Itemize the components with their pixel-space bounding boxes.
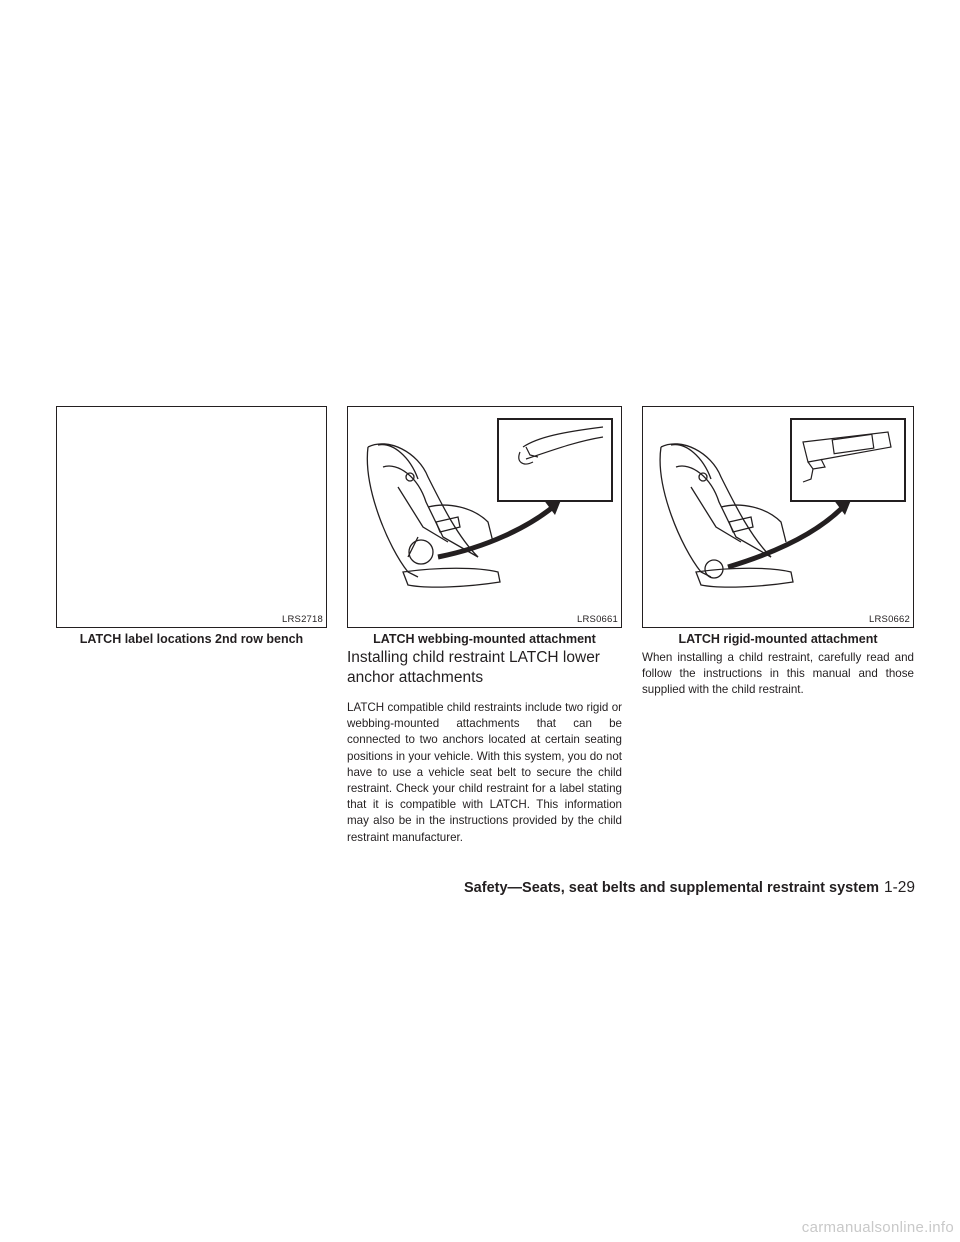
figure-latch-webbing-mounted xyxy=(347,406,622,628)
watermark: carmanualsonline.info xyxy=(801,1219,954,1236)
section-heading xyxy=(347,648,622,688)
figure-code: LRS0661 xyxy=(576,614,618,625)
figure-code: LRS2718 xyxy=(281,614,323,625)
figure-caption: LATCH rigid-mounted attachment xyxy=(678,632,878,646)
seat-illustration-webbing xyxy=(348,407,623,629)
figure-caption: LATCH label locations 2nd row bench xyxy=(79,632,304,646)
page-number: 1-29 xyxy=(884,879,916,896)
footer-chapter-title: Safety—Seats, seat belts and supplemental restraint system xyxy=(464,880,880,896)
body-paragraph-right: When installing a child restraint, carefully read and follow the instructions in this manual and those supplied with the child restraint. xyxy=(642,651,914,697)
figure-caption: LATCH webbing-mounted attachment xyxy=(373,632,596,646)
figure-code: LRS0662 xyxy=(868,614,910,625)
figure-latch-label-locations xyxy=(56,406,327,628)
figure-latch-rigid-mounted xyxy=(642,406,914,628)
seat-illustration-rigid xyxy=(643,407,915,629)
section-heading-line1: Installing child restraint LATCH lower xyxy=(347,649,600,666)
section-heading-line2: anchor attachments xyxy=(347,669,484,686)
body-paragraph: LATCH compatible child restraints include two rigid or webbing-mounted attachments that can be connected to two anchors located at certain seating positions in your vehicle. With this system, you do not have to use a vehicle seat belt to secure the child restraint. Check your child restraint for a label stating that it is compatible with LATCH. This information may also be in the instructions provided by the child restraint manufacturer. xyxy=(347,701,622,844)
